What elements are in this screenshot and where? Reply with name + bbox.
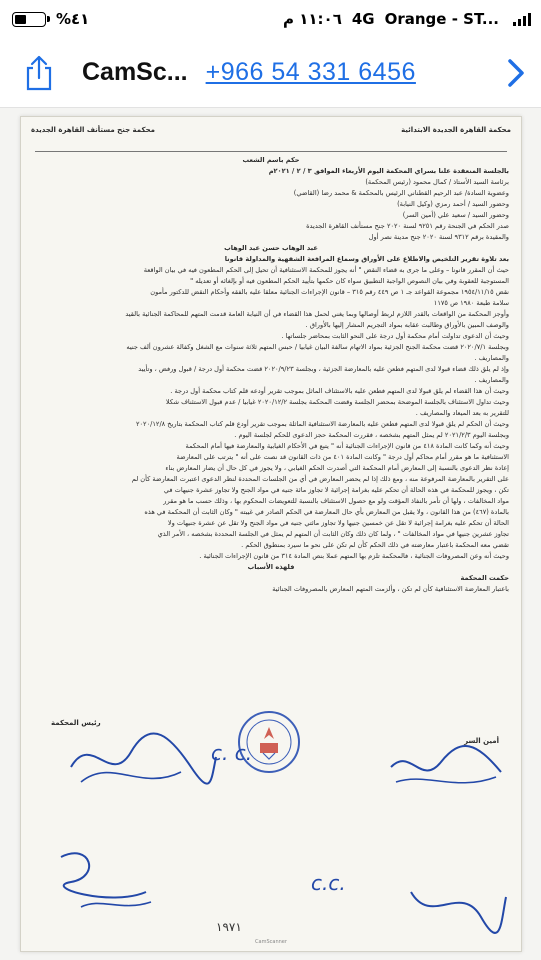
body-line: الاستئنافية ما هو مقرر أمام محاكم أول درجة " وكانت المادة ٤٠١ من ذات القانون قد نصت على أنه " يترتب على المعارضة: [176, 453, 509, 461]
status-right: [283, 10, 531, 28]
status-bar: [0, 0, 541, 38]
carrier-name: Orange - ST...: [384, 10, 499, 28]
body-line: نقض ١٩٥٤/١١/١٥ مجموعة القواعد جـ ١ ص ٤٤٩ رقم ٣١٥ – قانون الإجراءات الجنائية معلقا عليه بالفقه وأحكام النقض للدكتور مأمون: [150, 288, 509, 296]
secretary-signature-label: أمين السر: [464, 737, 499, 745]
app-header: [0, 38, 541, 108]
body-line: بالمادة (٤٦٧) من هذا القانون ، ولا يقبل من المعارض بأي حال المعارضة في الحكم الصادر في غيبته " وكان الثابت أن المحكمة في هذه: [144, 508, 509, 516]
signature-scribble: [51, 837, 161, 917]
members-line: وعضوية السادة/ عبد الرحيم القطناني الرئيس بالمحكمة & محمد رضا (القاضي): [293, 189, 509, 197]
body-line: وإذ لم يلق ذلك قضاء قبولا لدى المتهم فطعن عليه بالمعارضة الجزئية ، وبجلسة ٢٠٢٠/٩/٢٣ قضت محكمة أول درجة / قبول ورفض ، وتأييد: [138, 365, 509, 373]
network-type: 4G: [351, 10, 375, 28]
document-body: [33, 155, 509, 595]
body-line: حيث أن المقرر قانونا – وعلى ما جرى به قضاء النقض " أنه يجوز للمحكمة الاستئنافية أن تحيل إلى الحكم المطعون فيه في بيان الواقعة: [143, 266, 509, 274]
app-title: CamSc...: [82, 58, 188, 86]
sub-header: حكم باسم الشعب: [242, 156, 300, 164]
signature-scribble: [401, 877, 511, 937]
reasons-title: فلهذه الأسباب: [247, 563, 295, 571]
handwritten-number: ١٩٧١: [216, 920, 242, 934]
body-line: وحيث أنه وكما كانت المادة ٤١٨ من قانون الإجراءات الجنائية أنه " يتبع في الأحكام الغيابية والمعارضة فيها أمام المحكمة: [185, 442, 509, 450]
body-line: وحيث تداول الاستئناف بالجلسة الموضحة بمحضر الجلسة وقضت المحكمة بجلسة ٢٠٢٠/١٢/٢ غيابيا / عدم قبول الاستئناف شكلا: [165, 398, 509, 406]
ruling-text: باعتبار المعارضة الاستئنافية كأن لم تكن ، وألزمت المتهم المعارض بالمصروفات الجنائية: [272, 585, 509, 593]
body-line: سلامة طبعة ١٩٨٠ ص ١١٧٥: [433, 299, 509, 307]
body-line: والمصاريف .: [474, 376, 509, 384]
signature-scribble: [61, 727, 221, 797]
body-line: وبجلسة ٢٠٢٠/٧/١ قضت محكمة الجنح الجزئية بمواد الاتهام سالفة البيان غيابيا / حبس المتهم ثلاثة سنوات مع الشغل وكفالة عشرون ألف جنيه: [126, 343, 509, 351]
body-line: وأوجز المحكمة من الواقعات بالقدر اللازم لربط أوصالها وبما يغني لحمل هذا القضاء في أن النيابة العامة قدمت المتهم للمحاكمة الجنائية بالقيد: [125, 310, 509, 318]
battery-icon: [12, 12, 46, 27]
body-line: والوصف المبين بالأوراق وطالبت عقابه بمواد التجريم المشار إليها بالأوراق .: [305, 321, 509, 329]
document-viewer[interactable]: [0, 108, 541, 960]
battery-tip: [47, 16, 50, 22]
share-icon[interactable]: [22, 53, 56, 93]
body-line: مواد المخالفات ، ولها أن تأمر بالنفاذ المؤقت ولو مع حصول الاستئناف بالنسبة للتعويضات المحكوم بها ، وذلك حسب ما هو مقرر: [163, 497, 509, 505]
defendant-name: عبد الوهاب حسن عبد الوهاب: [224, 244, 318, 252]
court-document: [20, 116, 522, 952]
handwritten-cc: c.c.: [311, 871, 346, 895]
case-line: صدر الحكم في الجنحة رقم ٩٢٥١ لسنة ٢٠٢٠ جنح مستأنف القاهرة الجديدة: [306, 222, 509, 230]
secretary-line: وحضور السيد / سعيد علي (أمين السر): [402, 211, 509, 219]
body-line: وحيث أن الحكم لم يلق قبولا لدى المتهم فطعن عليه بالمعارضة الاستئنافية الماثلة بموجب تقرير أودع قلم كتاب المحكمة بتاريخ ٢٠٢٠/١٢/٨: [135, 420, 509, 428]
handwritten-cc: c. c.: [211, 741, 253, 765]
body-line: وحيث أن هذا القضاء لم يلق قبولا لدى المتهم فطعن عليه بالاستئناف الماثل بموجب تقرير أودعه قلم كتاب محكمة أول درجة .: [170, 387, 509, 395]
case-line: والمقيدة برقم ٩٣١٢ لسنة ٢٠٢٠ جنح مدينة نصر أول: [368, 233, 509, 241]
header-divider: [35, 151, 507, 152]
presiding-line: برئاسة السيد الأستاذ / كمال محمود (رئيس المحكمة): [365, 178, 509, 186]
prosecution-line: وحضور السيد / أحمد رمزي (وكيل النيابة): [397, 200, 509, 208]
body-line: للتقرير به بعد الميعاد والمصاريف .: [415, 409, 509, 417]
president-signature-label: رئيس المحكمة: [51, 719, 101, 727]
body-line: تكن ، ويجوز للمحكمة في هذه الحالة أن تحكم عليه بغرامة إجرائية لا تجاوز مائة جنيه في مواد الجنح ولا تجاوز عشرة جنيهات في: [163, 486, 509, 494]
section-title: بعد تلاوة تقرير التلخيص والاطلاع على الأوراق وسماع المرافعة الشفهية والمداولة قانونا: [224, 255, 509, 263]
signal-icon: [513, 12, 531, 26]
body-line: وبجلسة اليوم ٢٠٢١/٢/٣ لم يمثل المتهم بشخصه ، فقررت المحكمة حجز الدعوى للحكم لجلسة اليوم .: [234, 431, 509, 439]
battery-fill: [15, 15, 26, 24]
body-line: وحيث أن الدعوى تداولت أمام محكمة أول درجة على النحو الثابت بمحاضر جلساتها .: [281, 332, 509, 340]
body-line: إعادة نظر الدعوى بالنسبة إلى المعارض أمام المحكمة التي أصدرت الحكم الغيابي ، ولا يجوز في كل حال أن يضار المعارض بناء: [165, 464, 509, 472]
body-line: المستوجبة للعقوبة وفي بيان النصوص الواجبة التطبيق سواء كان حكمها بتأييد الحكم المطعون فيه أو بإلغائه أو تعديله ": [190, 277, 509, 285]
body-paragraphs: [33, 265, 509, 562]
body-line: الحالة أن تحكم عليه بغرامة إجرائية لا تقل عن خمسين جنيها ولا تجاوز مائتي جنيه في مواد الجنح ولا تقل عن عشرة جنيهات ولا: [167, 519, 509, 527]
clock: ١١:٠٦ م: [283, 10, 342, 28]
body-line: تقضي معه المحكمة باعتبار معارضته في ذلك الحكم كأن لم تكن على نحو ما سيرد بمنطوق الحكم .: [241, 541, 509, 549]
signature-scribble: [381, 737, 511, 797]
battery-percent: %٤١: [56, 10, 90, 28]
chevron-right-icon[interactable]: [505, 57, 527, 89]
body-line: تجاوز عشرين جنيها في مواد المخالفات " ، ولما كان ذلك وكان الثابت أن المتهم لم يمثل في الجلسة المحددة بشخصه ، الأمر الذي: [157, 530, 509, 538]
court-appeals-name: محكمة جنح مستأنف القاهرة الجديدة: [31, 126, 155, 134]
body-line: وحيث أنه وعن المصروفات الجنائية ، فالمحكمة تلزم بها المتهم عملا بنص المادة ٣١٤ من قانون الإجراءات الجنائية .: [199, 552, 509, 560]
session-line: بالجلسة المنعقدة علنا بسراي المحكمة اليوم الأربعاء الموافق ٣ / ٢ / ٢٠٢١م: [268, 167, 509, 175]
phone-link[interactable]: +966 54 331 6456: [205, 58, 416, 86]
body-line: على التقرير بالمعارضة المرفوعة منه ، ومع ذلك إذا لم يحضر المعارض في أي من الجلسات المحددة لنظر الدعوى اعتبرت المعارضة كأن لم: [131, 475, 509, 483]
ruling-title: حكمت المحكمة: [460, 574, 509, 582]
body-line: والمصاريف .: [474, 354, 509, 362]
scanner-footer: CamScanner: [255, 939, 287, 945]
court-name: محكمة القاهرة الجديدة الابتدائية: [401, 126, 511, 134]
